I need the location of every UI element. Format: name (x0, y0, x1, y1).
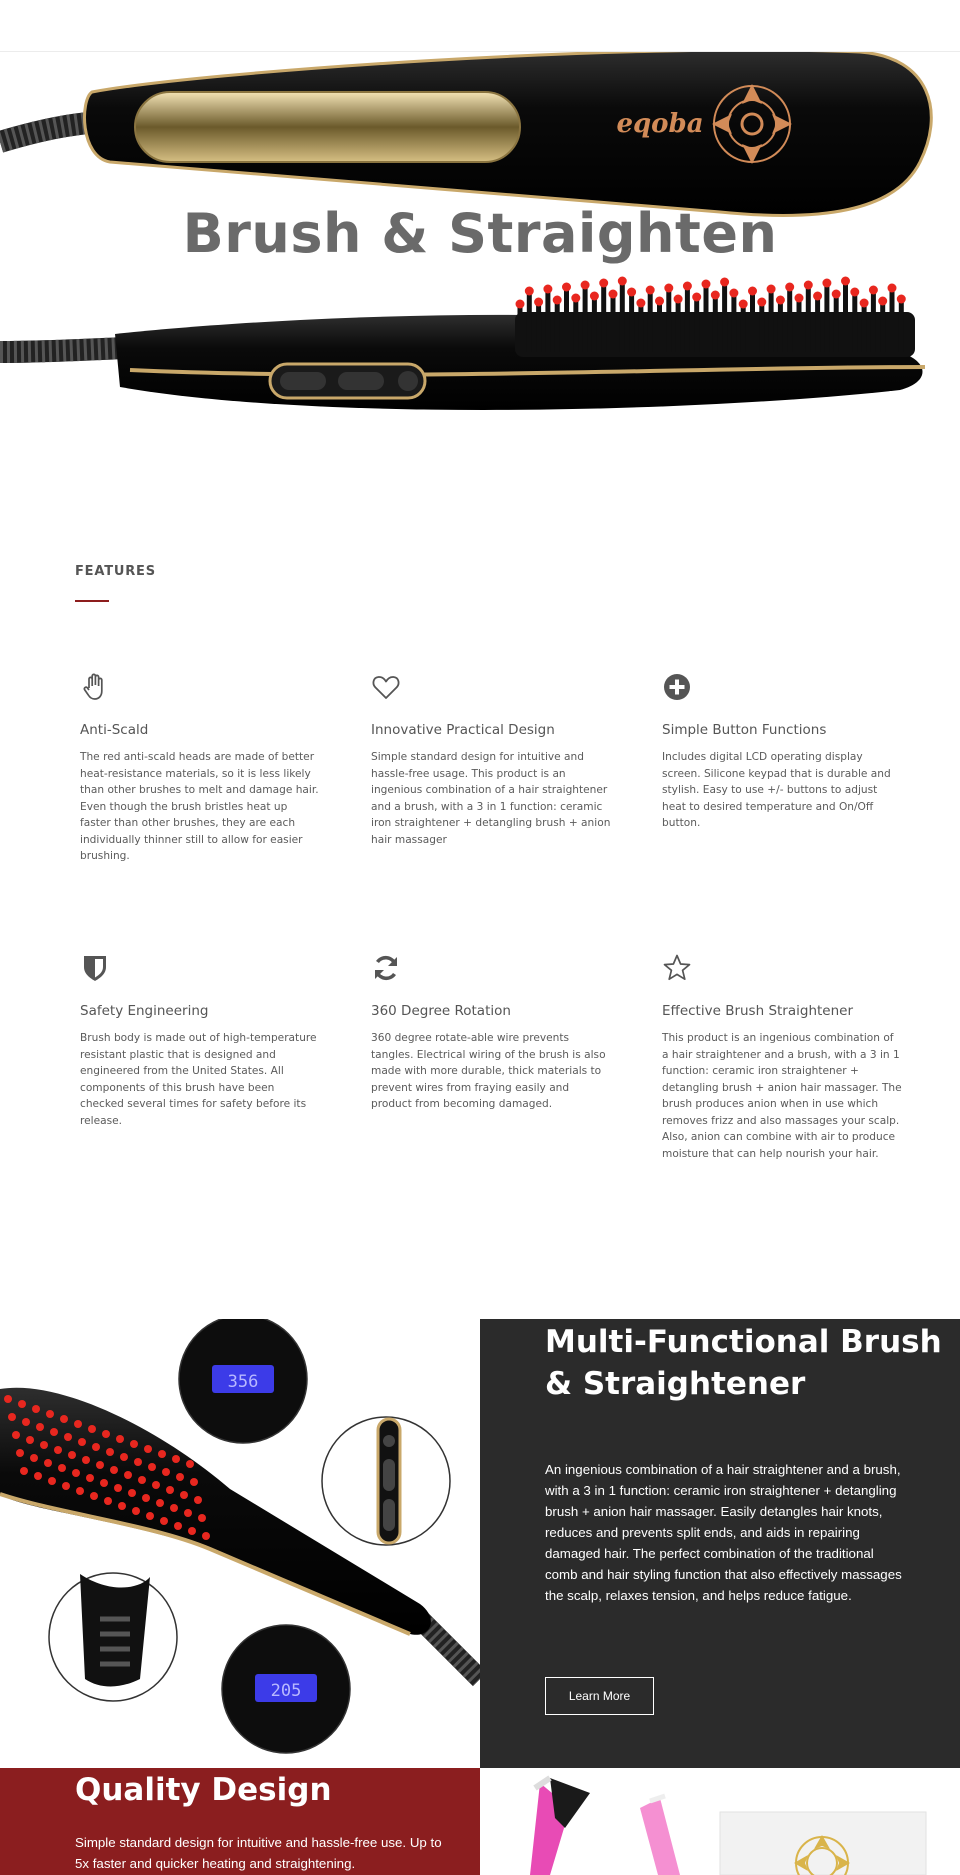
heart-icon (371, 672, 401, 702)
shield-icon (80, 953, 110, 983)
hero-title: Brush & Straighten (182, 202, 778, 265)
feature-description: Includes digital LCD operating display screen. Silicone keypad that is durable and stylish. Easy to use +/- buttons to adjust heat to desired temperature and On/Off button. (662, 751, 891, 829)
brand-logo: eqoba (616, 109, 704, 139)
feature-effective-straightener (662, 953, 902, 1162)
hand-icon (80, 672, 110, 702)
lcd-detail-circle-2 (222, 1625, 350, 1753)
feature-description: The red anti-scald heads are made of better heat-resistance materials, so it is less likely than other brushes to melt and damage hair. Even though the brush bristles heat up faster than other brushes, they are each individually thinner still to allow for easier brushing. (80, 751, 319, 862)
features-heading: FEATURES (75, 564, 156, 579)
multi-functional-text: An ingenious combination of a hair straightener and a brush, with a 3 in 1 function: ceramic iron straightener + detangling brush + anion hair massager. Easily detangles hair knots, reduces and prevents split ends, and aids in repairing damaged hair. The perfect combination of the traditional comb and hair styling function that also effectively massages the scalp, relaxes tension, and helps reduce fatigue. (545, 1462, 902, 1603)
feature-title: Safety Engineering (80, 1003, 209, 1019)
feature-description: Brush body is made out of high-temperature resistant plastic that is designed and engineered from the United States. All components of this brush have been checked several times for safety before its release. (80, 1032, 317, 1127)
hero-banner (0, 52, 960, 452)
feature-innovative-design (371, 672, 611, 848)
feature-title: Simple Button Functions (662, 722, 827, 738)
hair-clip-icon (530, 1778, 590, 1875)
quality-design-title: Quality Design (75, 1772, 332, 1808)
feature-title: 360 Degree Rotation (371, 1003, 511, 1019)
svg-text:205: 205 (270, 1681, 302, 1701)
feature-title: Effective Brush Straightener (662, 1003, 854, 1019)
multi-functional-title: Multi-Functional Brush & Straightener (545, 1324, 942, 1402)
learn-more-button[interactable]: Learn More (545, 1677, 654, 1715)
cable-detail-circle (49, 1573, 177, 1701)
quality-design-text: Simple standard design for intuitive and hassle-free use. Up to 5x faster and quicker heating and straightening. (75, 1835, 442, 1871)
quality-design-panel (0, 1768, 480, 1875)
feature-simple-buttons (662, 672, 902, 832)
features-divider (75, 600, 109, 602)
svg-text:356: 356 (227, 1372, 259, 1392)
feature-description: This product is an ingenious combination of a hair straightener and a brush, with a 3 in 1 function: ceramic iron straightener + detangling brush + anion hair massager. The brush produces anion when in use which removes frizz and also massages your scalp. Also, anion can combine with air to produce moisture that can help nourish your hair. (662, 1032, 902, 1160)
star-icon (662, 953, 692, 983)
refresh-icon (371, 953, 401, 983)
feature-description: Simple standard design for intuitive and hassle-free usage. This product is an ingenious combination of a hair straightener and a brush, with a 3 in 1 function: ceramic iron straightener + detangling brush + anion hair massager (371, 751, 611, 846)
accessories-product-image (480, 1768, 960, 1875)
feature-safety (80, 953, 320, 1129)
multi-functional-product-image (0, 1319, 480, 1768)
feature-description: 360 degree rotate-able wire prevents tangles. Electrical wiring of the brush is also made with more durable, thick materials to prevent wires from fraying easily and product from becoming damaged. (371, 1032, 606, 1110)
feature-title: Innovative Practical Design (371, 722, 555, 738)
feature-rotation (371, 953, 611, 1113)
lcd-detail-circle-1 (179, 1319, 307, 1443)
hair-clip-icon (640, 1796, 680, 1875)
feature-anti-scald (80, 672, 320, 865)
multi-functional-panel (480, 1319, 960, 1768)
top-navigation-bar (0, 0, 960, 52)
plus-circle-icon (662, 672, 692, 702)
feature-title: Anti-Scald (80, 722, 149, 738)
buttons-detail-circle (322, 1417, 450, 1545)
